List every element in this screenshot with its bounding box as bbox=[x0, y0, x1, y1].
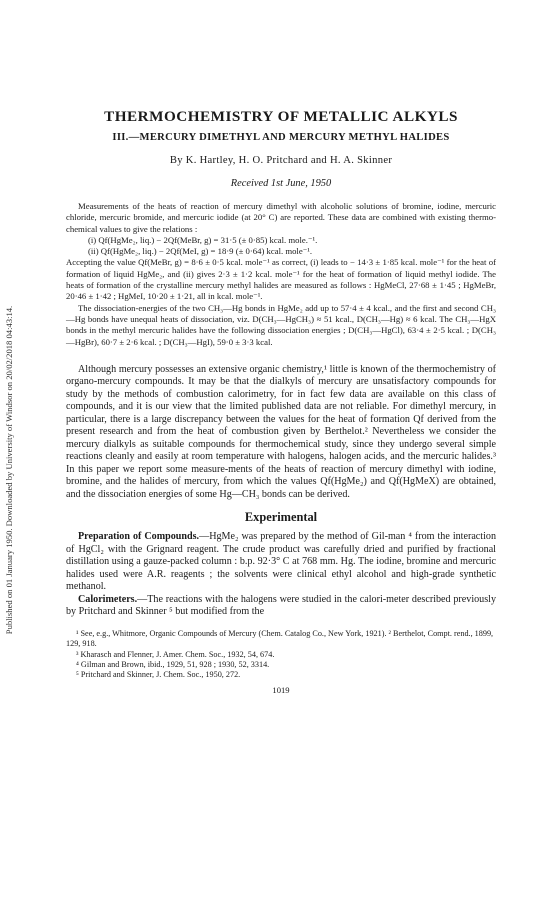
footnote: ¹ See, e.g., Whitmore, Organic Compounds of Mercury (Chem. Catalog Co., New York, 1921). ² Berthelot, Compt. rend., 1899, 129, 918. bbox=[66, 628, 494, 649]
abstract-paragraph: The dissociation-energies of the two CH₃—Hg bonds in HgMe₂ add up to 57·4 ± 4 kcal., and the first and second CH₃—Hg bonds have unequal heats of dissociation, viz. D(CH₃—HgCH₃) ≈ 51 kcal., D(CH₃—Hg) ≈ 6 kcal. The CH₃—HgX bonds in the methyl mercuric halides have the following dissociation energies ; D(CH₃—HgCl), 63·4 ± 2·5 kcal. ; D(CH₃—HgBr), 60·7 ± 2·6 kcal. ; D(CH₃—HgI), 59·0 ± 3·3 kcal. bbox=[66, 302, 496, 347]
preparation-paragraph bbox=[66, 531, 496, 594]
experimental-section bbox=[66, 531, 496, 619]
abstract-paragraph: Measurements of the heats of reaction of mercury dimethyl with alcoholic solutions of bromine, iodine, mercuric chloride, mercuric bromide, and mercuric iodide (at 20° C) are reported. These data are combined with existing thermo-chemical values to give the relations : bbox=[66, 201, 496, 234]
paper-subtitle: III.—MERCURY DIMETHYL AND MERCURY METHYL HALIDES bbox=[112, 132, 450, 143]
abstract-paragraph: Accepting the value Qf(MeBr, g) = 8·6 ± 0·5 kcal. mole⁻¹ as correct, (i) leads to − 14·3 ± 1·85 kcal. mole⁻¹ for the heat of formation of liquid HgMe₂, and (ii) gives 2·3 ± 1·2 kcal. mole⁻¹ for the heat of formation of liquid methyl iodide. The heats of formation of the crystalline mercury methyl halides are measured as follows : HgMeCl, 27·68 ± 1·45 ; HgMeBr, 20·46 ± 1·42 ; HgMeI, 10·20 ± 1·21, all in kcal. mole⁻¹. bbox=[66, 257, 496, 302]
introduction bbox=[66, 364, 496, 502]
equation-i: (i) Qf(HgMe₂, liq.) − 2Qf(MeBr, g) = 31·5 (± 0·85) kcal. mole.⁻¹. bbox=[88, 234, 318, 245]
calorimeters-text: —The reactions with the halogens were studied in the calori-meter described previously by Pritchard and Skinner ⁵ but modified from the bbox=[66, 593, 496, 618]
section-heading-experimental: Experimental bbox=[244, 510, 318, 525]
footnotes bbox=[66, 629, 496, 681]
preparation-heading: Preparation of Compounds. bbox=[78, 531, 200, 543]
preparation-text: —HgMe₂ was prepared by the method of Gil-man ⁴ from the interaction of HgCl₂ with the Grignard reagent. The crude product was carefully dried and purified by fractional distillation using a gauze-packed column : b.p. 92·3° C at 768 mm. Hg. The iodine, bromine and mercuric halides used were A.R. reagents ; the solvents were clinical ethyl alcohol and high-grade synthetic methanol. bbox=[66, 531, 496, 593]
received-date: Received 1st June, 1950 bbox=[230, 178, 332, 189]
download-notice-text: Published on 01 January 1950. Downloaded by University of Windsor on 20/02/2018 04:43:14. bbox=[4, 305, 14, 635]
abstract bbox=[66, 201, 496, 348]
calorimeters-paragraph bbox=[66, 594, 496, 619]
intro-paragraph: Although mercury possesses an extensive organic chemistry,¹ little is known of the thermochemistry of organo-mercury compounds. It may be that the dialkyls of mercury are unsatisfactory compounds for study by the methods of combustion calorimetry, for in fact few data are available on this class of compounds, and it is our view that the limited published data are not reliable. For dimethyl mercury, in particular, there is a large discrepancy between the values for the heat of formation Qf derived from the present research and from the heat of combustion given by Berthelot.² Nevertheless we consider the mercury dialkyls as suitable compounds for thermochemical study, since they undergo several simple reactions cleanly and easily at room temperature with halogens, halogen acids, and the mercuric halides.³ In this paper we report some measure-ments of the heats of reaction of mercury dimethyl with iodine, bromine, and the halides of mercury, from which the values Qf(HgMe₂) and Qf(HgMeX) are obtained, and the dissociation energies of some Hg—CH₃ bonds can be derived. bbox=[66, 363, 496, 500]
footnote: ⁵ Pritchard and Skinner, J. Chem. Soc., 1950, 272. bbox=[76, 670, 241, 680]
calorimeters-heading: Calorimeters. bbox=[78, 593, 138, 605]
paper-title: THERMOCHEMISTRY OF METALLIC ALKYLS bbox=[104, 108, 458, 125]
equation-ii: (ii) Qf(HgMe₂, liq.) − 2Qf(MeI, g) = 18·9 (± 0·64) kcal. mole⁻¹. bbox=[88, 246, 313, 257]
author-line: By K. Hartley, H. O. Pritchard and H. A. Skinner bbox=[169, 155, 393, 166]
footnote: ³ Kharasch and Flenner, J. Amer. Chem. Soc., 1932, 54, 674. bbox=[76, 649, 275, 659]
page-number: 1019 bbox=[272, 684, 290, 695]
paper-page bbox=[66, 108, 496, 695]
footnote: ⁴ Gilman and Brown, ibid., 1929, 51, 928 ; 1930, 52, 3314. bbox=[76, 660, 270, 670]
download-notice-sidebar bbox=[2, 150, 16, 790]
